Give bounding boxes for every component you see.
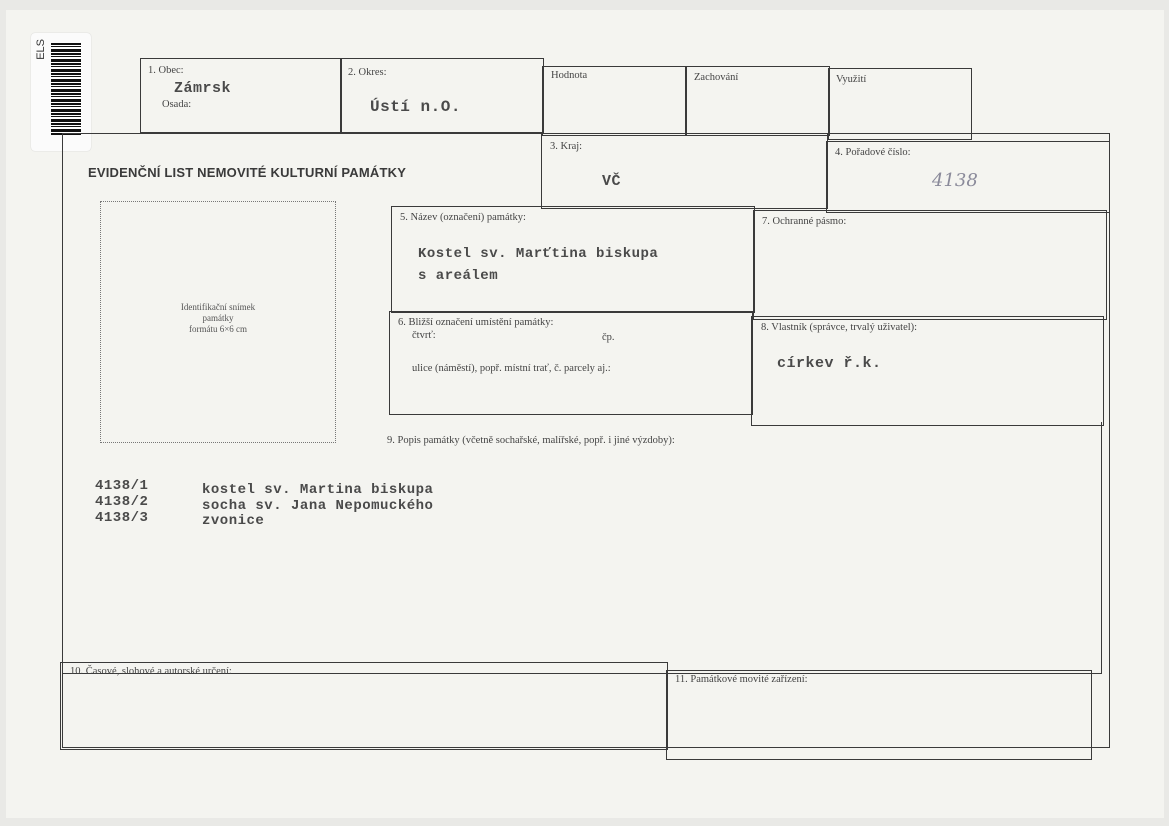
- field-okres-value: Ústí n.O.: [370, 98, 461, 116]
- field-hodnota-label: Hodnota: [551, 70, 588, 81]
- photo-placeholder: [100, 201, 336, 443]
- field-popis: [62, 422, 1102, 674]
- field-blizsi-oznaceni-label: 6. Bližší označení umístění památky:: [398, 317, 554, 328]
- photo-caption-line2: památky: [202, 313, 234, 323]
- field-kraj-label: 3. Kraj:: [550, 141, 583, 152]
- photo-caption-line1: Identifikační snímek: [180, 302, 256, 312]
- popis-item-text: zvonice: [202, 513, 265, 529]
- field-vyuziti-label: Využití: [836, 74, 867, 85]
- field-popis-label: 9. Popis památky (včetně sochařské, malířské, popř. i jiné výzdoby):: [387, 435, 675, 446]
- field-cp-label: čp.: [602, 332, 615, 343]
- popis-item-text: kostel sv. Martina biskupa: [202, 482, 434, 498]
- field-zachovani-label: Zachování: [694, 72, 739, 83]
- field-casove-urceni-label: 10. Časové, slohové a autorské určení:: [70, 666, 232, 677]
- barcode-icon: [51, 43, 81, 135]
- field-vlastnik-label: 8. Vlastník (správce, trvalý uživatel):: [761, 322, 918, 333]
- form-title: EVIDENČNÍ LIST NEMOVITÉ KULTURNÍ PAMÁTKY: [88, 165, 407, 180]
- field-nazev-value-line2: s areálem: [418, 268, 499, 284]
- field-movite-zarizeni-label: 11. Památkové movité zařízení:: [675, 674, 808, 685]
- field-poradove-cislo-label: 4. Pořadové číslo:: [835, 147, 911, 158]
- field-obec-label: 1. Obec:: [148, 65, 184, 76]
- popis-item-num: 4138/1: [95, 478, 149, 494]
- field-kraj-value: VČ: [602, 173, 622, 190]
- field-osada-label: Osada:: [162, 99, 192, 110]
- popis-item-text: socha sv. Jana Nepomuckého: [202, 498, 434, 514]
- field-nazev-label: 5. Název (označení) památky:: [400, 212, 526, 223]
- field-poradove-cislo-value: 4138: [932, 170, 978, 191]
- field-vlastnik-value: církev ř.k.: [777, 355, 882, 372]
- popis-item-num: 4138/2: [95, 494, 149, 510]
- field-obec-value: Zámrsk: [174, 80, 232, 97]
- popis-item-num: 4138/3: [95, 510, 149, 526]
- field-nazev-value-line1: Kostel sv. Marťtina biskupa: [418, 246, 659, 262]
- field-ochranne-pasmo-label: 7. Ochranné pásmo:: [762, 216, 847, 227]
- field-ctvrt-label: čtvrť:: [412, 330, 436, 341]
- field-ulice-label: ulice (náměstí), popř. místní trať, č. parcely aj.:: [412, 363, 611, 374]
- field-okres-label: 2. Okres:: [348, 67, 387, 78]
- sticker-text: ELS: [35, 39, 47, 60]
- field-kraj: [541, 133, 828, 209]
- photo-caption-line3: formátu 6×6 cm: [188, 324, 248, 334]
